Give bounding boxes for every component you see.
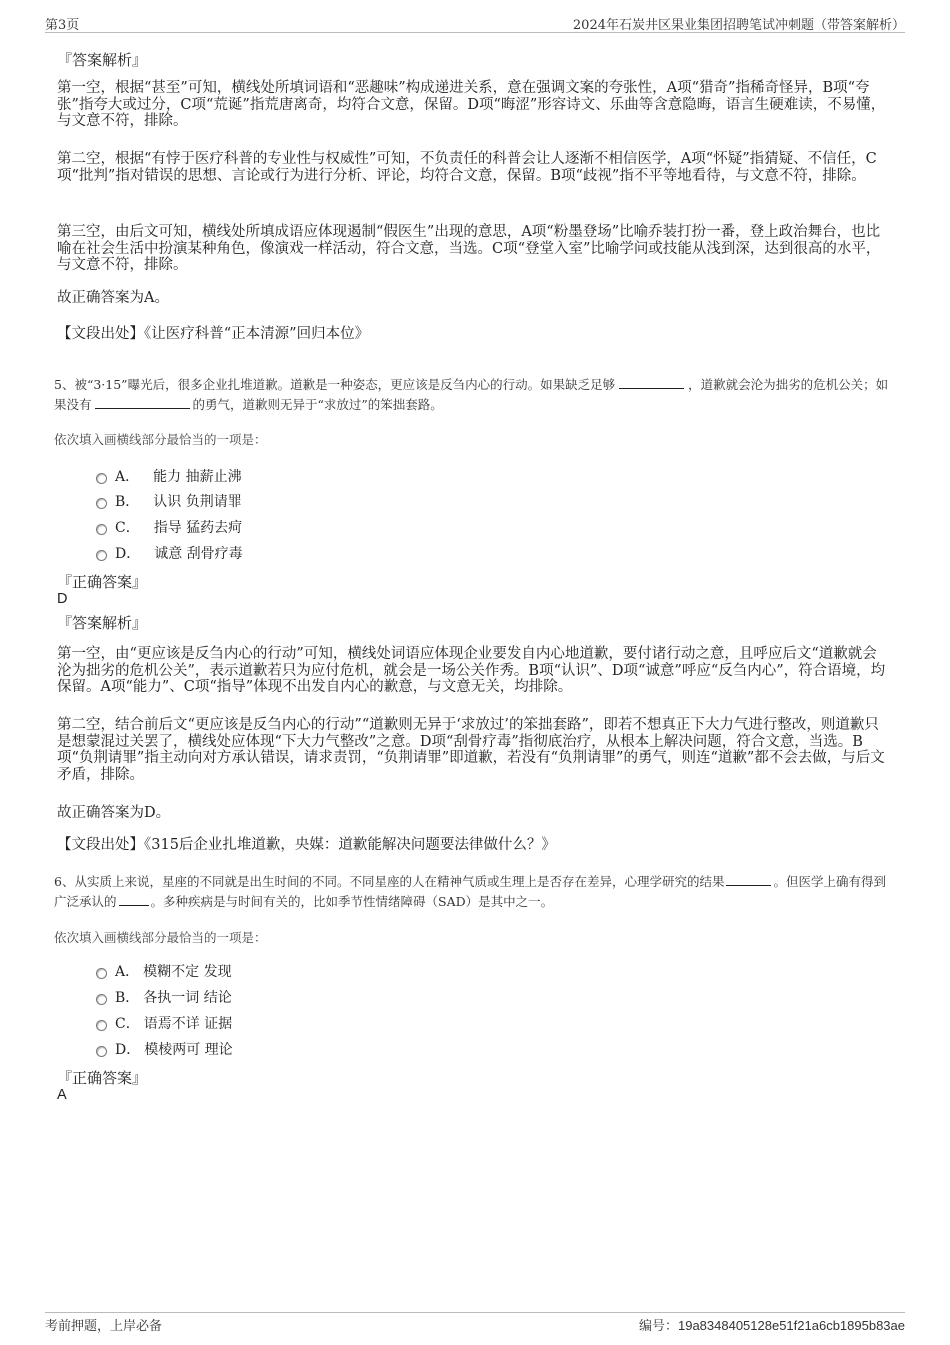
q6-blank-1: [726, 873, 771, 886]
q5-source: 【文段出处】《315后企业扎堆道歉，央媒：道歉能解决问题要法律做什么？》: [57, 837, 556, 853]
q5-analysis-para-2: 第二空，结合前后文“更应该是反刍内心的行动”“道歉则无异于‘求放过’的笨拙套路”，即若不想真正下大力气进行整改，则道歉只是想蒙混过关罢了，横线处应体现“下大力气整改”之意。D项“刮骨疗毒”指彻底治疗，从根本上解决问题，符合文意，当选。B项“负荆请罪”指主动向对方承认错误，请求责罚，“负荆请罪”即道歉，若没有“负荆请罪”的勇气，则连“道歉”都不会去做，与后文矛盾，排除。: [57, 717, 885, 783]
radio-icon[interactable]: [96, 968, 107, 979]
page-footer: [45, 1312, 905, 1335]
footer-slogan: 考前押题，上岸必备: [45, 1319, 163, 1334]
q4-analysis-para-2: 第二空，根据“有悖于医疗科普的专业性与权威性”可知，不负责任的科普会让人逐渐不相信医学，A项“怀疑”指猜疑、不信任，C项“批判”指对错误的思想、言论或行为进行分析、评论，均符合文意，保留。B项“歧视”指不平等地看待，与文意不符，排除。: [57, 151, 877, 184]
q5-blank-2: [95, 396, 190, 409]
q5-option-b[interactable]: B． 认识 负荆请罪: [96, 491, 242, 511]
q6-instruction: 依次填入画横线部分最恰当的一项是：: [54, 930, 267, 945]
q5-analysis-tag: 『答案解析』: [57, 614, 148, 632]
q5-blank-1: [619, 376, 684, 389]
q5-option-c[interactable]: C． 指导 猛药去疴: [96, 517, 242, 537]
q5-correct-answer: D: [57, 591, 68, 607]
document-title: 2024年石炭井区果业集团招聘笔试冲刺题（带答案解析）: [572, 18, 905, 33]
q4-analysis-tag: 『答案解析』: [57, 51, 148, 69]
q6-option-b[interactable]: B． 各执一词 结论: [96, 987, 232, 1007]
q4-analysis-para-1: 第一空，根据“甚至”可知，横线处所填词语和“恶趣味”构成递进关系，意在强调文案的夸张性，A项“猎奇”指稀奇怪异，B项“夸张”指夸大或过分，C项“荒诞”指荒唐离奇，均符合文意，保留。D项“晦涩”形容诗文、乐曲等含意隐晦，语言生硬难读，不易懂，与文意不符，排除。: [57, 80, 886, 129]
radio-icon[interactable]: [96, 994, 107, 1005]
q6-blank-2: [119, 893, 149, 906]
radio-icon[interactable]: [96, 498, 107, 509]
q5-conclusion: 故正确答案为D。: [57, 805, 171, 821]
q5-instruction: 依次填入画横线部分最恰当的一项是：: [54, 432, 267, 447]
q5-option-d[interactable]: D． 诚意 刮骨疗毒: [96, 543, 243, 563]
q6-correct-answer: A: [57, 1087, 67, 1103]
radio-icon[interactable]: [96, 1046, 107, 1057]
radio-icon[interactable]: [96, 1020, 107, 1031]
radio-icon[interactable]: [96, 473, 107, 484]
page-number: 第3页: [45, 18, 80, 33]
q6-option-c[interactable]: C． 语焉不详 证据: [96, 1013, 232, 1033]
q6-question: 6、从实质上来说，星座的不同就是出生时间的不同。不同星座的人在精神气质或生理上是否存在差异，心理学研究的结果 。但医学上确有得到广泛承认的 。多种疾病是与时间有关的，比如季节性情绪障碍（SAD）是其中之一。: [54, 874, 886, 909]
q5-correct-tag: 『正确答案』: [57, 573, 148, 591]
q4-conclusion: 故正确答案为A。: [57, 290, 169, 306]
page-header: [45, 14, 905, 33]
q5-question: 5、被“3·15”曝光后，很多企业扎堆道歉。道歉是一种姿态，更应该是反刍内心的行动。如果缺乏足够 ，道歉就会沦为拙劣的危机公关；如果没有 的勇气，道歉则无异于“求放过”的笨拙套路。: [54, 377, 889, 412]
q6-option-d[interactable]: D． 模棱两可 理论: [96, 1039, 233, 1059]
q4-analysis-para-3: 第三空，由后文可知，横线处所填成语应体现遏制“假医生”出现的意思，A项“粉墨登场”比喻乔装打扮一番，登上政治舞台，也比喻在社会生活中扮演某种角色，像演戏一样活动，符合文意，当选。C项“登堂入室”比喻学问或技能从浅到深，达到很高的水平，与文意不符，排除。: [57, 224, 881, 273]
q6-correct-tag: 『正确答案』: [57, 1069, 148, 1087]
q6-option-a[interactable]: A． 模糊不定 发现: [96, 961, 232, 981]
q5-option-a[interactable]: A． 能力 抽薪止沸: [96, 466, 242, 486]
q5-analysis-para-1: 第一空，由“更应该是反刍内心的行动”可知，横线处词语应体现企业要发自内心地道歉，要付诸行动之意，且呼应后文“道歉就会沦为拙劣的危机公关”，表示道歉若只为应付危机，就会是一场公关作秀。B项“认识”、D项“诚意”呼应“反刍内心”，符合语境，均保留。A项“能力”、C项“指导”体现不出发自内心的歉意，与文意无关，均排除。: [57, 646, 886, 695]
radio-icon[interactable]: [96, 550, 107, 561]
q4-source: 【文段出处】《让医疗科普“正本清源”回归本位》: [57, 326, 370, 342]
radio-icon[interactable]: [96, 524, 107, 535]
document-id: 编号：19a8348405128e51f21a6cb1895b83ae: [638, 1318, 905, 1334]
